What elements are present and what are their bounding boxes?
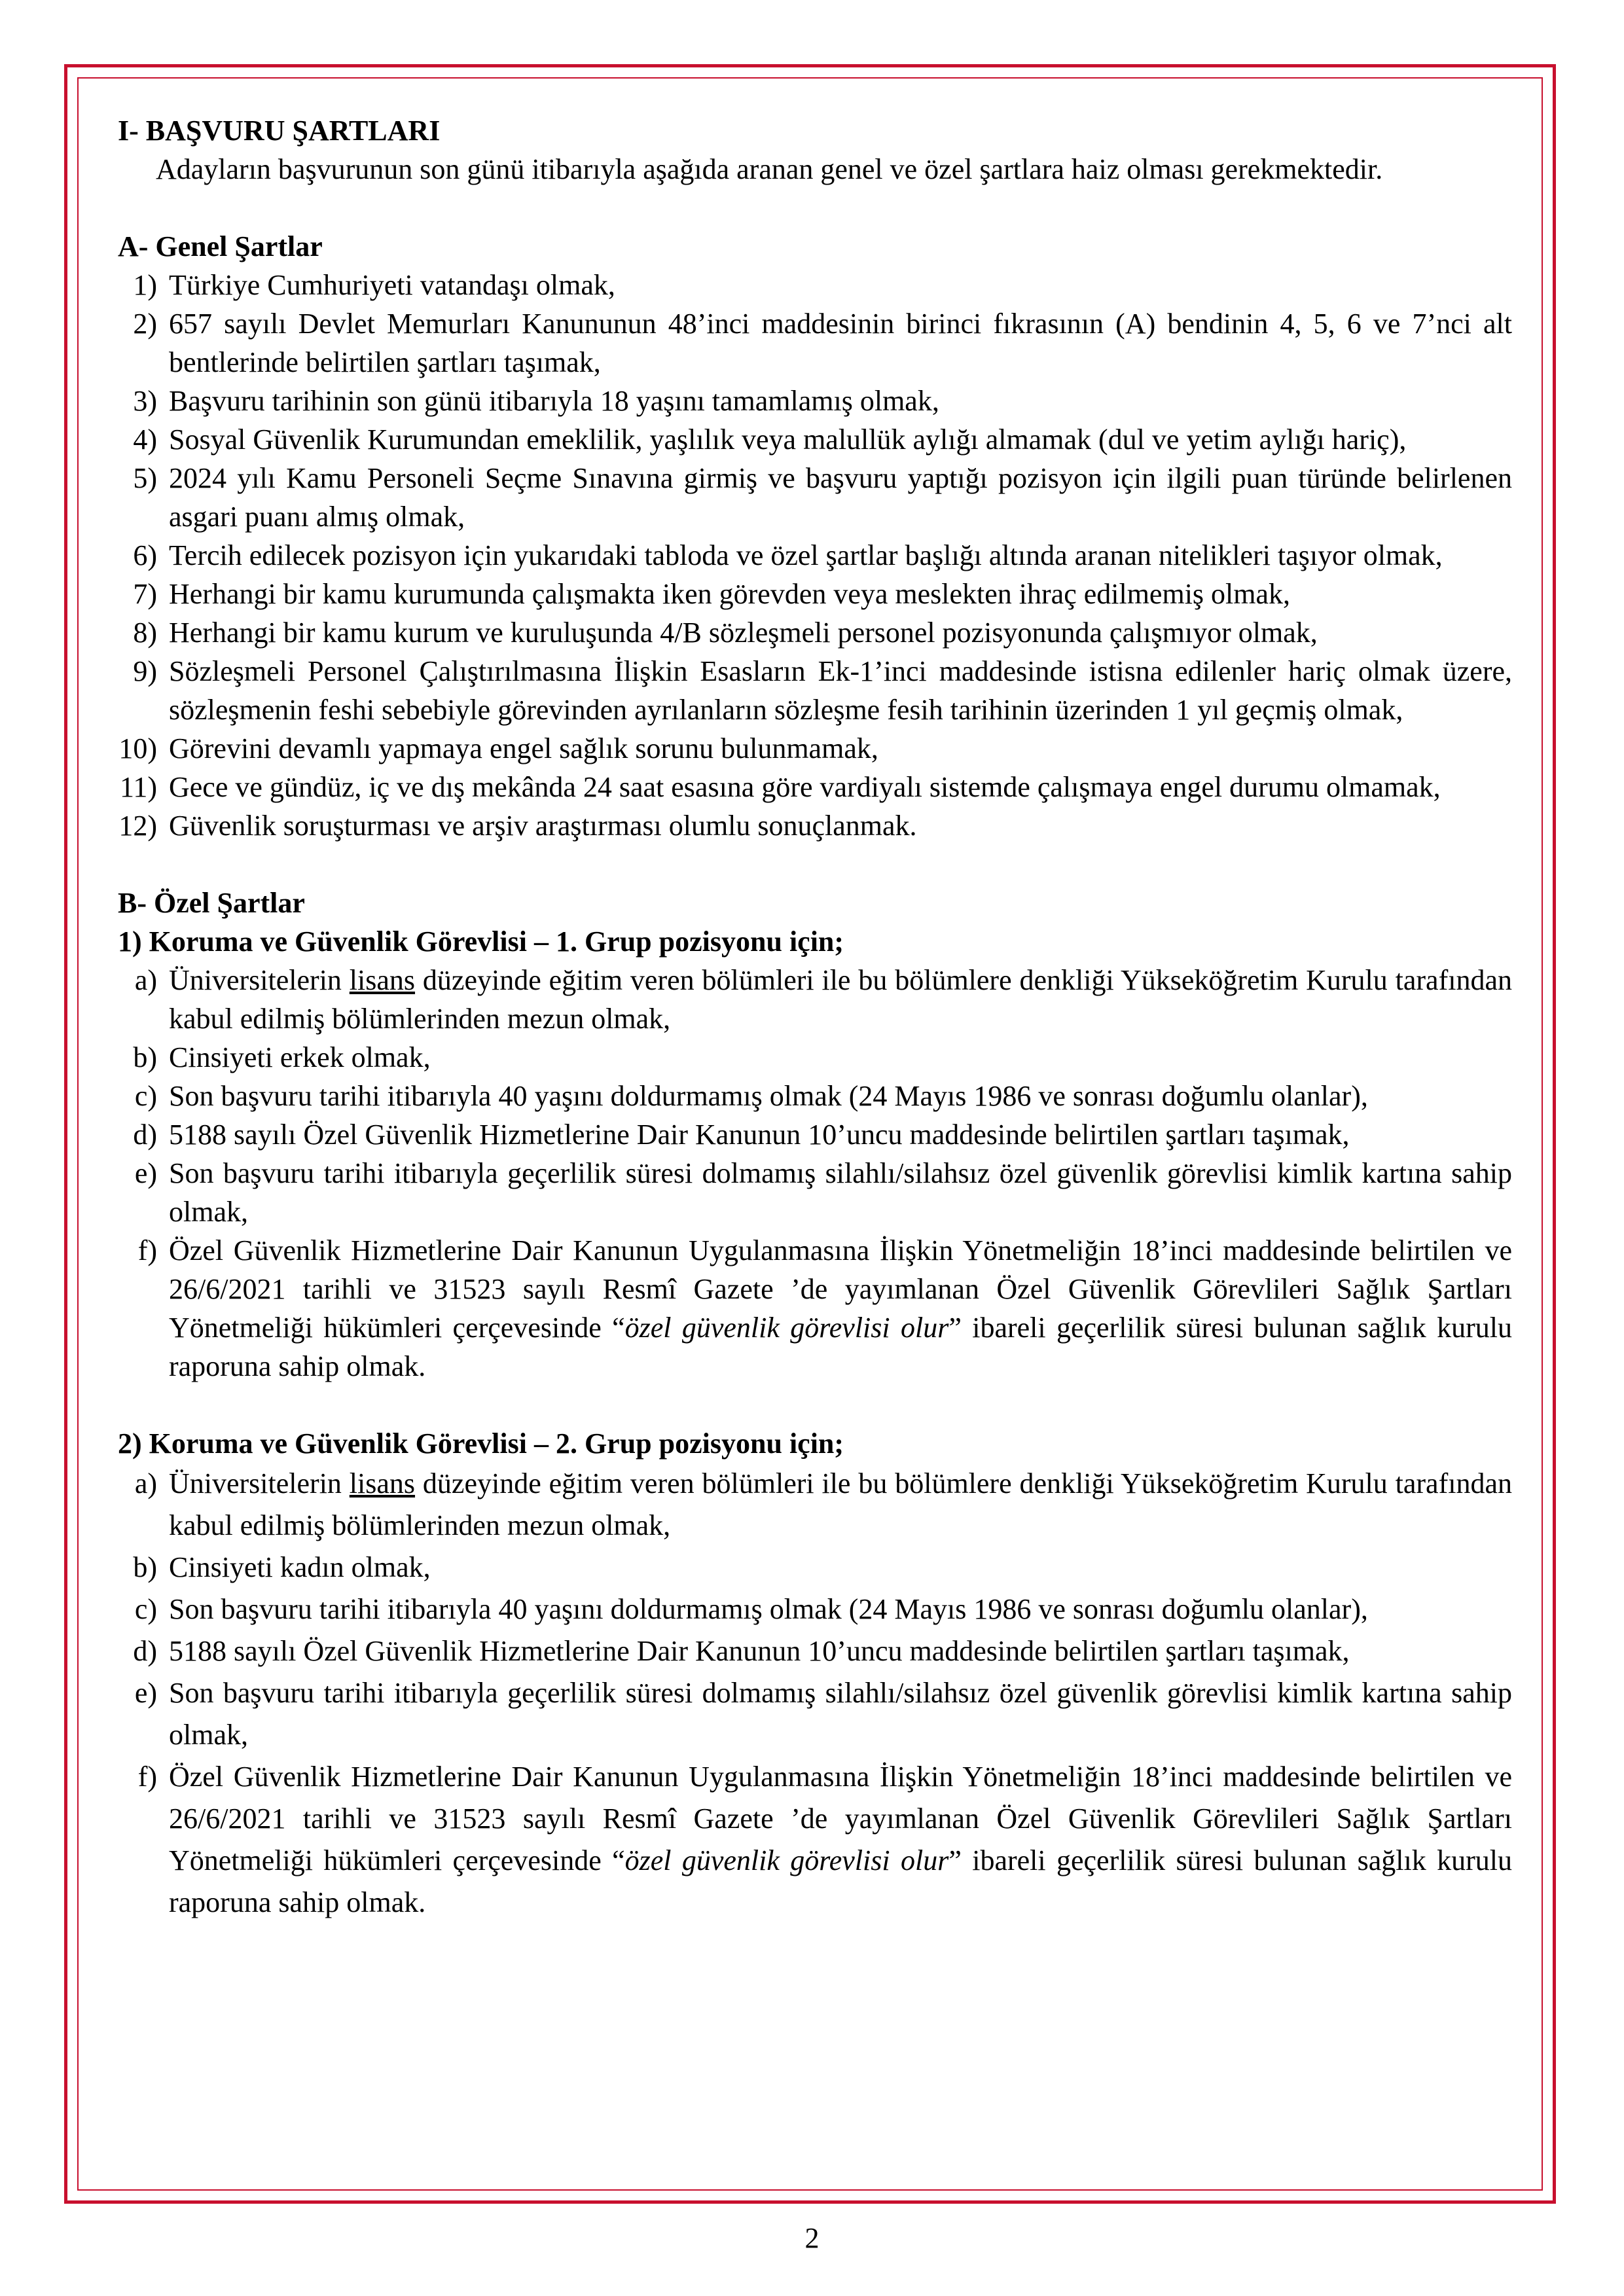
list-item: 2) 657 sayılı Devlet Memurları Kanununun 48’inci maddesinin birinci fıkrasının (A) bendinin 4, 5, 6 ve 7’nci alt bentlerinde belirtilen şartları taşımak, (133, 308, 1512, 378)
list-item: e) Son başvuru tarihi itibarıyla geçerlilik süresi dolmamış silahlı/silahsız özel güvenlik görevlisi kimlik kartına sahip olmak, (134, 1677, 1512, 1751)
list-item: 7) Herhangi bir kamu kurumunda çalışmakta iken görevden veya meslekten ihraç edilmemiş olmak, (133, 578, 1291, 610)
special-conditions-title: B- Özel Şartlar (118, 887, 305, 919)
section-heading: I- BAŞVURU ŞARTLARI (118, 115, 441, 147)
list-item: 4) Sosyal Güvenlik Kurumundan emeklilik, yaşlılık veya malullük aylığı almamak (dul ve yetim aylığı hariç), (133, 423, 1407, 456)
list-item: 6) Tercih edilecek pozisyon için yukarıdaki tabloda ve özel şartlar başlığı altında aranan nitelikleri taşıyor olmak, (133, 539, 1443, 571)
list-item: c) Son başvuru tarihi itibarıyla 40 yaşını doldurmamış olmak (24 Mayıs 1986 ve sonrası doğumlu olanlar), (134, 1080, 1368, 1112)
group-2-title: 2) Koruma ve Güvenlik Görevlisi – 2. Grup pozisyonu için; (118, 1427, 844, 1460)
general-conditions-list (118, 266, 1512, 845)
list-item: 5) 2024 yılı Kamu Personeli Seçme Sınavına girmiş ve başvuru yaptığı pozisyon için ilgili puan türünde belirlenen asgari puanı almış olmak, (133, 462, 1512, 533)
list-item: b) Cinsiyeti kadın olmak, (133, 1551, 431, 1583)
page-number: 2 (804, 2222, 820, 2254)
list-item: 1) Türkiye Cumhuriyeti vatandaşı olmak, (133, 269, 615, 301)
list-item: e) Son başvuru tarihi itibarıyla geçerlilik süresi dolmamış silahlı/silahsız özel güvenlik görevlisi kimlik kartına sahip olmak, (134, 1157, 1512, 1228)
list-item: 8) Herhangi bir kamu kurum ve kuruluşunda 4/B sözleşmeli personel pozisyonunda çalışmıyor olmak, (133, 617, 1318, 649)
list-item: 11) Gece ve gündüz, iç ve dış mekânda 24 saat esasına göre vardiyalı sistemde çalışmaya engel durumu olmamak, (119, 771, 1441, 803)
list-item: a) Üniversitelerin lisans düzeyinde eğitim veren bölümleri ile bu bölümlere denkliği Yükseköğretim Kurulu tarafından kabul edilmiş bölümlerinden mezun olmak, (134, 1467, 1512, 1541)
list-item: c) Son başvuru tarihi itibarıyla 40 yaşını doldurmamış olmak (24 Mayıs 1986 ve sonrası doğumlu olanlar), (134, 1593, 1368, 1625)
group-1-list (118, 961, 1512, 1386)
list-item: 12) Güvenlik soruşturması ve arşiv araştırması olumlu sonuçlanmak. (118, 810, 917, 842)
intro-paragraph: Adayların başvurunun son günü itibarıyla aşağıda aranan genel ve özel şartlara haiz olması gerekmektedir. (156, 153, 1383, 185)
list-item: f) Özel Güvenlik Hizmetlerine Dair Kanunun Uygulanmasına İlişkin Yönetmeliğin 18’inci maddesinde belirtilen ve 26/6/2021 tarihli ve 31523 sayılı Resmî Gazete ’de yayımlanan Özel Güvenlik Görevlileri Sağlık Şartları Yönetmeliği hükümleri çerçevesinde “özel güvenlik görevlisi olur” ibareli geçerlilik süresi bulunan sağlık kurulu raporuna sahip olmak. (137, 1234, 1512, 1382)
list-item: 10) Görevini devamlı yapmaya engel sağlık sorunu bulunmamak, (118, 732, 878, 764)
group-1-title: 1) Koruma ve Güvenlik Görevlisi – 1. Grup pozisyonu için; (118, 925, 844, 958)
list-item: a) Üniversitelerin lisans düzeyinde eğitim veren bölümleri ile bu bölümlere denkliği Yükseköğretim Kurulu tarafından kabul edilmiş bölümlerinden mezun olmak, (134, 964, 1512, 1035)
list-item: d) 5188 sayılı Özel Güvenlik Hizmetlerine Dair Kanunun 10’uncu maddesinde belirtilen şartları taşımak, (133, 1119, 1350, 1151)
list-item: 3) Başvuru tarihinin son günü itibarıyla 18 yaşını tamamlamış olmak, (133, 385, 939, 417)
list-item: d) 5188 sayılı Özel Güvenlik Hizmetlerine Dair Kanunun 10’uncu maddesinde belirtilen şartları taşımak, (133, 1635, 1350, 1667)
general-conditions-title: A- Genel Şartlar (118, 230, 323, 262)
group-2-list (118, 1463, 1512, 1924)
list-item: b) Cinsiyeti erkek olmak, (133, 1041, 431, 1073)
document-body (118, 111, 1512, 1924)
list-item: f) Özel Güvenlik Hizmetlerine Dair Kanunun Uygulanmasına İlişkin Yönetmeliğin 18’inci maddesinde belirtilen ve 26/6/2021 tarihli ve 31523 sayılı Resmî Gazete ’de yayımlanan Özel Güvenlik Görevlileri Sağlık Şartları Yönetmeliği hükümleri çerçevesinde “özel güvenlik görevlisi olur” ibareli geçerlilik süresi bulunan sağlık kurulu raporuna sahip olmak. (137, 1761, 1512, 1918)
list-item: 9) Sözleşmeli Personel Çalıştırılmasına İlişkin Esasların Ek-1’inci maddesinde istisna edilenler hariç olmak üzere, sözleşmenin feshi sebebiyle görevinden ayrılanların sözleşme fesih tarihinin üzerinden 1 yıl geçmiş olmak, (133, 655, 1512, 726)
